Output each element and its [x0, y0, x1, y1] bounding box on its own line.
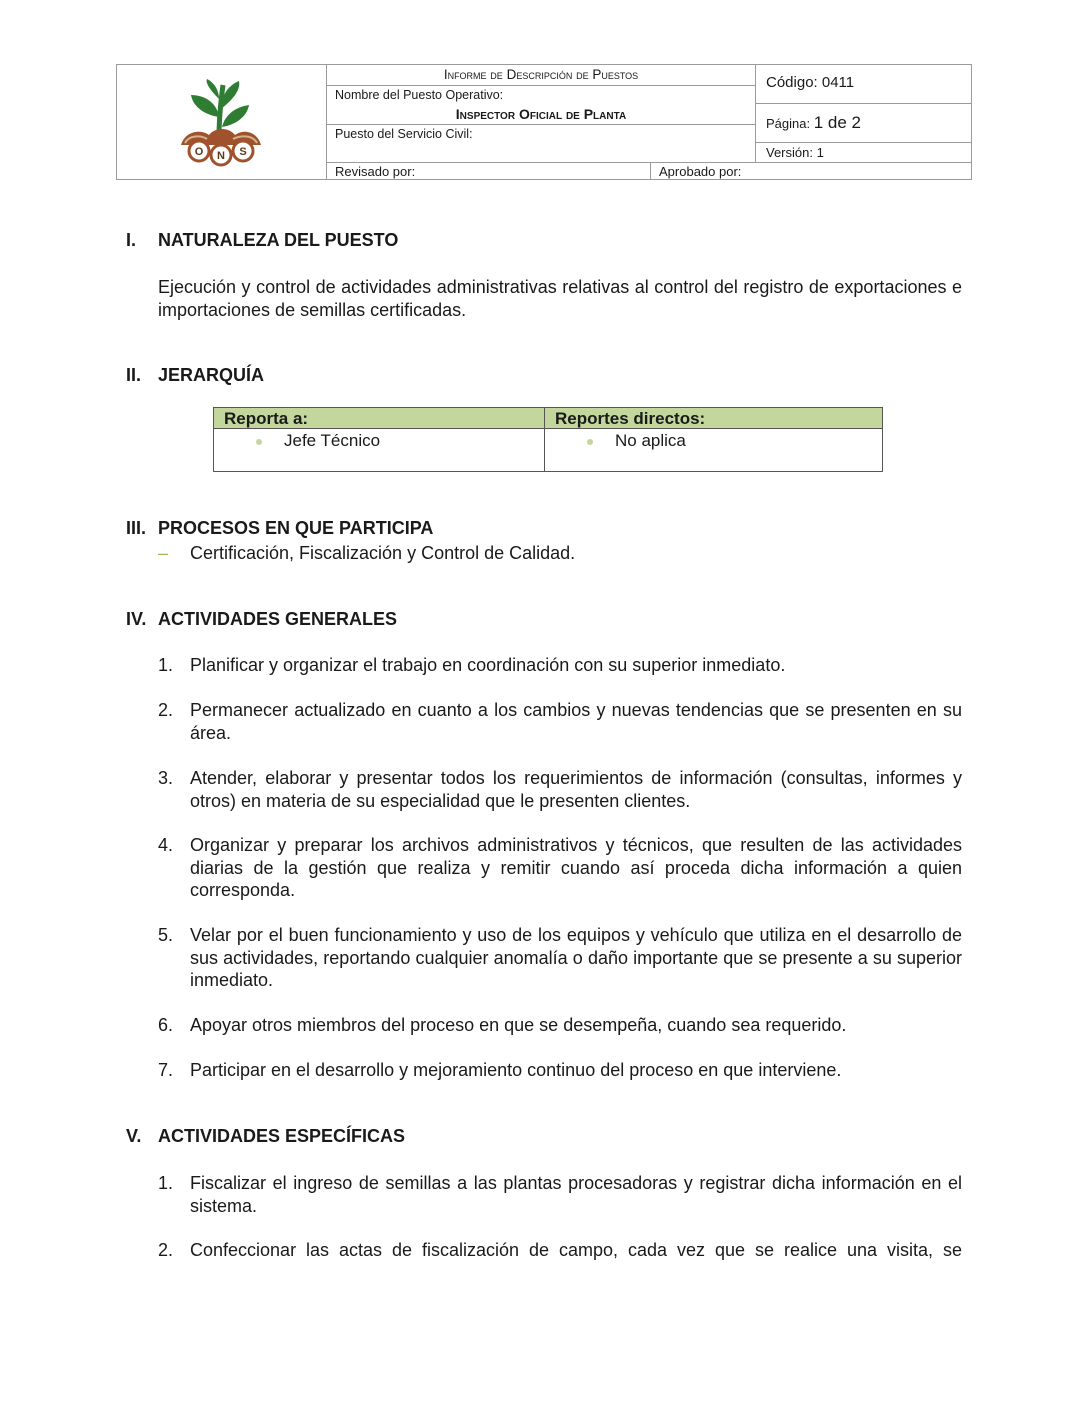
- pagina: [756, 103, 972, 142]
- pagina-label: Página:: [766, 116, 811, 131]
- reporta-cell: [256, 431, 380, 451]
- list-item: [158, 654, 962, 677]
- puesto-operativo-label: Nombre del Puesto Operativo:: [335, 88, 504, 102]
- section-title-text: JERARQUÍA: [158, 365, 265, 385]
- section-generales-title: [126, 609, 397, 630]
- item-text: Organizar y preparar los archivos administrativos y técnicos, que resulten de las actividades diarias de la gestión que realiza y remitir cuando así proceda dicha información a quien corresponda.: [190, 835, 962, 900]
- item-number: 2.: [158, 700, 174, 720]
- list-item: [158, 1172, 962, 1217]
- bullet-icon: [587, 439, 593, 445]
- ons-logo: [175, 77, 267, 169]
- section-title-text: ACTIVIDADES GENERALES: [158, 609, 398, 629]
- item-text: Apoyar otros miembros del proceso en que se desempeña, cuando sea requerido.: [190, 1015, 847, 1035]
- naturaleza-text: Ejecución y control de actividades administrativas relativas al control del registro de exportaciones e importaciones de semillas certificadas.: [158, 277, 962, 320]
- list-item: [158, 699, 962, 744]
- section-jerarquia-title: [126, 365, 264, 386]
- section-number: III.: [126, 518, 147, 538]
- section-title-text: PROCESOS EN QUE PARTICIPA: [158, 518, 434, 538]
- version: Versión: 1: [756, 142, 972, 162]
- report-title: Informe de Descripción de Puestos: [443, 67, 639, 82]
- item-number: 3.: [158, 768, 174, 788]
- bullet-icon: [256, 439, 262, 445]
- table-divider: [544, 429, 545, 471]
- item-text: Permanecer actualizado en cuanto a los cambios y nuevas tendencias que se presenten en su área.: [190, 700, 962, 743]
- jerarquia-table: [213, 407, 883, 472]
- reportes-header: Reportes directos:: [545, 408, 882, 429]
- item-number: 1.: [158, 1173, 174, 1193]
- item-text: Participar en el desarrollo y mejoramiento continuo del proceso en que interviene.: [190, 1060, 842, 1080]
- list-item: [158, 1239, 962, 1262]
- item-text: Velar por el buen funcionamiento y uso de los equipos y vehículo que utiliza en el desarrollo de sus actividades, reportando cualquier anomalía o daño importante que se presente a su superior inmediato.: [190, 925, 962, 990]
- item-number: 6.: [158, 1015, 174, 1035]
- list-item: [158, 1014, 962, 1037]
- aprobado-por-label: Aprobado por:: [651, 162, 971, 180]
- reporta-value: Jefe Técnico: [284, 431, 381, 450]
- item-text: Fiscalizar el ingreso de semillas a las plantas procesadoras y registrar dicha información en el sistema.: [190, 1173, 962, 1216]
- procesos-text: Certificación, Fiscalización y Control de Calidad.: [190, 543, 576, 563]
- list-item: [158, 924, 962, 992]
- pagina-value: 1 de 2: [813, 113, 861, 132]
- reportes-value: No aplica: [615, 431, 686, 450]
- item-text: Atender, elaborar y presentar todos los requerimientos de información (consultas, informes y otros) en materia de su especialidad que le presenten clientes.: [190, 768, 962, 811]
- section-number: IV.: [126, 609, 147, 629]
- reporta-header: Reporta a:: [214, 408, 545, 429]
- procesos-item: [158, 542, 962, 565]
- svg-text:O: O: [194, 146, 204, 158]
- item-text: Confeccionar las actas de fiscalización de campo, cada vez que se realice una visita, se: [190, 1240, 962, 1260]
- doc-meta-cell: [755, 65, 971, 162]
- section-number: II.: [126, 365, 142, 385]
- puesto-operativo-value: Inspector Oficial de Planta: [455, 106, 627, 122]
- list-item: [158, 1059, 962, 1082]
- section-especificas-title: [126, 1126, 405, 1147]
- puesto-servicio-civil-label: Puesto del Servicio Civil:: [327, 124, 755, 170]
- revisado-por-label: Revisado por:: [327, 162, 651, 180]
- logo-cell: [117, 65, 327, 180]
- svg-text:S: S: [239, 146, 247, 158]
- section-title-text: ACTIVIDADES ESPECÍFICAS: [158, 1126, 406, 1146]
- puesto-operativo-cell: [327, 85, 755, 124]
- section-number: V.: [126, 1126, 142, 1146]
- item-text: Planificar y organizar el trabajo en coordinación con su superior inmediato.: [190, 655, 786, 675]
- reportes-cell: [587, 431, 686, 451]
- section-title-text: NATURALEZA DEL PUESTO: [158, 230, 399, 250]
- codigo: Código: 0411: [766, 74, 855, 91]
- section-naturaleza-title: [126, 230, 398, 251]
- list-item: [158, 834, 962, 902]
- item-number: 5.: [158, 925, 174, 945]
- dash-bullet: –: [158, 543, 169, 563]
- item-number: 4.: [158, 835, 174, 855]
- list-item: [158, 767, 962, 812]
- item-number: 1.: [158, 655, 174, 675]
- section-number: I.: [126, 230, 137, 250]
- section-procesos-title: [126, 518, 433, 539]
- document-header: [116, 64, 972, 180]
- svg-text:N: N: [217, 150, 225, 162]
- item-number: 2.: [158, 1240, 174, 1260]
- item-number: 7.: [158, 1060, 174, 1080]
